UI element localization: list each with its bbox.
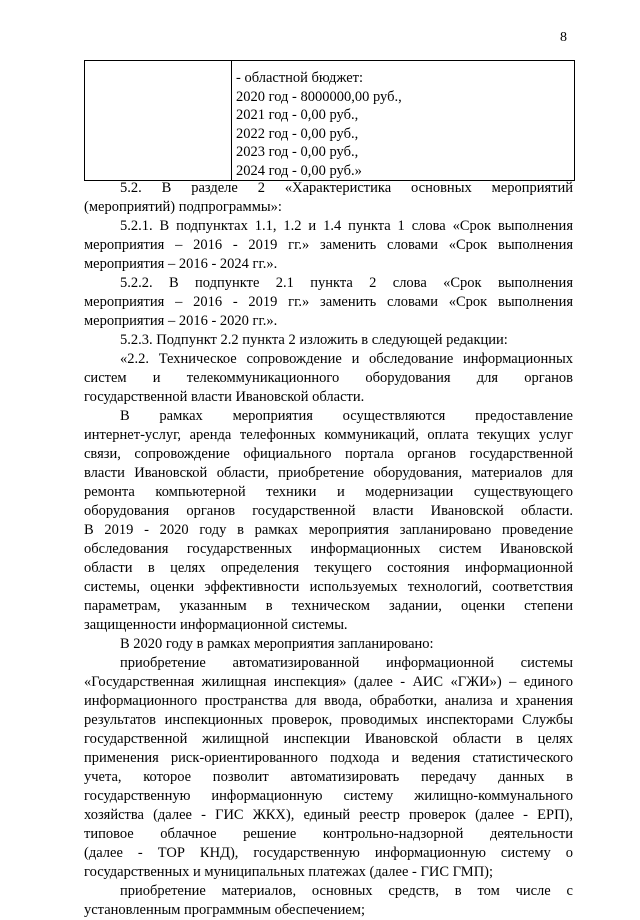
text-line: приобретение материалов, основных средств, в том числе с xyxy=(120,883,573,899)
text-line: оборудования органов государственной власти Ивановской области. xyxy=(84,503,573,519)
text-line: интернет-услуг, аренда телефонных коммуникаций, оплата текущих услуг xyxy=(84,427,573,443)
text-line: области в целях определения текущего состояния информационной xyxy=(84,560,573,576)
text-line: системы, оценки эффективности используемых технологий, соответствия xyxy=(84,579,573,595)
text-line: мероприятия – 2016 - 2019 гг.» заменить словами «Срок выполнения xyxy=(84,237,573,253)
text-line: «2.2. Техническое сопровождение и обследование информационных xyxy=(120,351,573,367)
text-line: связи, сопровождение официального портала органов государственной xyxy=(84,446,573,462)
budget-line-header: - областной бюджет: xyxy=(236,70,364,86)
text-line: мероприятия – 2016 - 2020 гг.». xyxy=(84,313,278,329)
text-line: результатов инспекционных проверок, проводимых инспекторами Службы xyxy=(84,712,573,728)
text-line: обследования государственных информационных систем Ивановской xyxy=(84,541,573,557)
text-line: 5.2.1. В подпунктах 1.1, 1.2 и 1.4 пункта 1 слова «Срок выполнения xyxy=(120,218,573,234)
text-line: государственной жилищной инспекции Ивановской области в целях xyxy=(84,731,573,747)
text-line: государственной власти Ивановской области. xyxy=(84,389,365,405)
budget-table-value-cell xyxy=(232,61,575,181)
page-number: 8 xyxy=(560,30,567,45)
text-line: мероприятия – 2016 - 2019 гг.» заменить словами «Срок выполнения xyxy=(84,294,573,310)
text-line: (далее - ТОР КНД), государственную информационную систему о xyxy=(84,845,573,861)
text-line: параметрам, указанным в техническом задании, оценки степени xyxy=(84,598,573,614)
text-line: учета, которое позволит автоматизировать передачу данных в xyxy=(84,769,573,785)
text-line: систем и телекоммуникационного оборудования для органов xyxy=(84,370,573,386)
text-line: хозяйства (далее - ГИС ЖКХ), единый реестр проверок (далее - ЕРП), xyxy=(84,807,573,823)
budget-table xyxy=(84,60,575,181)
budget-line-2022: 2022 год - 0,00 руб., xyxy=(236,125,359,142)
document-body xyxy=(84,179,573,920)
budget-line-2020: 2020 год - 8000000,00 руб., xyxy=(236,88,402,105)
text-line: В рамках мероприятия осуществляются предоставление xyxy=(120,408,573,424)
text-line: 5.2.2. В подпункте 2.1 пункта 2 слова «Срок выполнения xyxy=(120,275,573,291)
text-line: государственных и муниципальных платежах (далее - ГИС ГМП); xyxy=(84,864,494,880)
text-line: защищенности информационной системы. xyxy=(84,617,348,633)
text-line: В 2020 году в рамках мероприятия запланировано: xyxy=(120,636,434,652)
budget-line-2024: 2024 год - 0,00 руб.» xyxy=(236,162,362,179)
text-line: установленным программным обеспечением; xyxy=(84,902,365,918)
text-line: типовое облачное решение контрольно-надзорной деятельности xyxy=(84,826,573,842)
text-line: информационного пространства для ввода, обработки, анализа и хранения xyxy=(84,693,573,709)
text-line: «Государственная жилищная инспекция» (далее - АИС «ГЖИ») – единого xyxy=(84,674,573,690)
text-line: применения риск-ориентированного подхода и ведения статистического xyxy=(84,750,573,766)
text-line: 5.2. В разделе 2 «Характеристика основных мероприятий xyxy=(120,180,573,196)
text-line: 5.2.3. Подпункт 2.2 пункта 2 изложить в следующей редакции: xyxy=(120,332,508,348)
text-line: В 2019 - 2020 году в рамках мероприятия запланировано проведение xyxy=(84,522,573,538)
text-line: приобретение автоматизированной информационной системы xyxy=(120,655,573,671)
text-line: мероприятия – 2016 - 2024 гг.». xyxy=(84,256,278,272)
text-line: власти Ивановской области, приобретение оборудования, материалов для xyxy=(84,465,573,481)
budget-line-2021: 2021 год - 0,00 руб., xyxy=(236,107,359,123)
budget-line-2023: 2023 год - 0,00 руб., xyxy=(236,144,359,160)
budget-table-label-cell xyxy=(85,61,232,181)
text-line: ремонта компьютерной техники и модернизации существующего xyxy=(84,484,573,500)
text-line: (мероприятий) подпрограммы»: xyxy=(84,199,282,215)
text-line: государственную информационную систему жилищно-коммунального xyxy=(84,788,573,804)
